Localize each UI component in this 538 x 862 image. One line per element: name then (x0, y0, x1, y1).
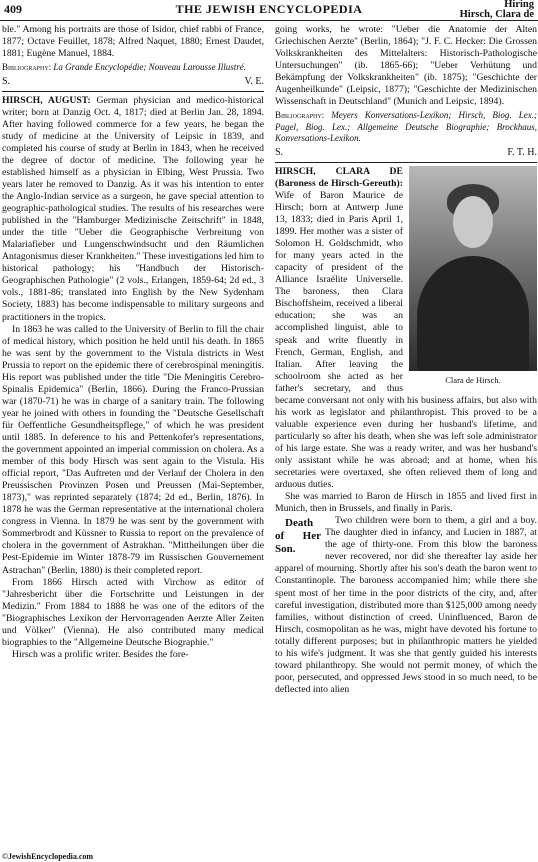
bibliography (275, 110, 537, 145)
article-paragraph (2, 95, 264, 324)
paragraph-text: German physician and medico-historical writer; born at Danzig Oct. 4, 1817; died at Berlin Jan. 28, 1894. After having followed commerce for a few years, he began the study of medicine at the University of Leipsic in 1839, and completed his course of study at Berlin in 1843, when he received the degree of doctor of medicine. The following year he established himself as a physician in Elbing, West Prussia. Two years later he removed to Danzig. As it was his intention to enter the Anglo-Indian service as a surgeon, he gave special attention to geographic-pathological studies. The results of his researches were published in the "Hamburger Medizinische Zeitschrift" in 1848, under the title "Ueber die Geographische Verbreitung von Malariafieber und Lungenschwindsucht und den Räumlichen Antagonismus dieser Krankheiten." These investigations led him to historical pathology; his "Handbuch der Historisch-Geographischen Pathologie" (2 vols., Erlangen, 1859-64; 2d ed., 3 vols., 1881-86; translated into English by the New Sydenham Society, 1883) has become indispensable to military surgeons and practitioners in the tropics. (2, 94, 264, 323)
signature-right: F. T. H. (507, 146, 537, 158)
signature (2, 76, 264, 88)
running-head-line1: Hiring (504, 0, 534, 10)
page-title: THE JEWISH ENCYCLOPEDIA (175, 2, 363, 16)
bibliography (2, 62, 264, 74)
right-column (275, 24, 537, 696)
paragraph: Hirsch was a prolific writer. Besides the fore- (12, 648, 189, 660)
footer-site: ©JewishEncyclopedia.com (2, 852, 94, 861)
portrait-photo (409, 166, 537, 371)
bibliography-label: Bibliography: (2, 62, 52, 73)
paragraph (275, 515, 537, 696)
page-number: 409 (4, 2, 22, 16)
signature (275, 147, 537, 159)
headword: HIRSCH, CLARA DE (Baroness de Hirsch-Gereuth): (275, 165, 403, 189)
divider (2, 91, 264, 92)
signature-left: S. (275, 146, 284, 158)
portrait-figure (409, 166, 537, 390)
figure-caption: Clara de Hirsch. (445, 374, 501, 385)
left-column (2, 24, 264, 661)
running-head (460, 0, 534, 20)
paragraph-text: Wife of Baron Maurice de Hirsch; born at Antwerp June 13, 1833; died in Paris April 1, 1899. Her mother was a sister of Solomon H. Goldschmidt, who for many years acted in the capacity of president of the Alliance Israélite Universelle. The baroness, then Clara Bischoffsheim, received a liberal education; she was an accomplished linguist, able to speak and write fluently in French, German, English, and Italian. After leaving the schoolroom she acted as her father's secretary, and thus became conversant not only with his business affairs, but also with his work as legislator and philanthropist. This proved to be a valuable experience even during her husband's lifetime, and particularly so after his death, when she was left sole administrator of his large estate. She was a ready writer, and was her husband's only assistant while he was abroad; and at home, when his secretaries were overtaxed, she often relieved them of long and arduous duties. (275, 189, 537, 491)
side-heading: Death of Her Son. (275, 517, 321, 556)
paragraph: From 1866 Hirsch acted with Virchow as editor of "Jahresbericht über die Fortschritte und Leistungen in der Medizin." From 1884 to 1888 he was one of the editors of the "Biographisches Lexikon der Hervorragenden Aerzte Aller Zeiten und Völker" (Vienna). He also contributed many medical biographies to the "Allgemeine Deutsche Biographie." (2, 576, 264, 648)
bibliography-text: La Grande Encyclopédie; Nouveau Larousse Illustré. (53, 62, 247, 73)
signature-right: V. E. (244, 75, 264, 87)
page-header (0, 0, 538, 21)
divider (275, 162, 537, 163)
paragraph: going works, he wrote: "Ueber die Anatomie der Alten Griechischen Aerzte" (Berlin, 1864); "J. F. C. Hecker: Die Grossen Volkskrankheiten des Mittelalters: Historisch-Pathologische Untersuchungen" (ib. 1865-66); "Ueber Verhütung und Bekämpfung der Volkskrankheiten" (ib. 1875); "Geschichte der Augenheilkunde" (Leipsic, 1877); "Geschichte der Medizinischen Wissenschaft in Deutschland" (Munich and Leipsic, 1894). (275, 24, 537, 108)
bibliography-text: Meyers Konversations-Lexikon; Hirsch, Biog. Lex.; Pagel, Biog. Lex.; Allgemeine Deutsche Biographie; Brockhaus, Konversations-Lexikon. (275, 110, 537, 144)
paragraph: ble." Among his portraits are those of Isidor, chief rabbi of France, 1877; Octave Feuillet, 1878; Alfred Naquet, 1880; Ernest Daudet, 1881; Eugène Manuel, 1884. (2, 24, 264, 60)
bibliography-label: Bibliography: (275, 110, 325, 121)
running-head-line2: Hirsch, Clara de (459, 9, 534, 20)
signature-left: S. (2, 75, 11, 87)
headword: HIRSCH, AUGUST: (2, 94, 91, 106)
paragraph-text: Two children were born to them, a girl and a boy. The daughter died in infancy, and Lucien in 1887, at the age of thirty-one. From this blow the baroness never recovered, nor did she thereafter lay aside her apparel of mourning. Shortly after his son's death the baron went to Constantinople. The baroness accompanied him; while there she spent most of her time in the poor districts of the city, and, after careful investigation, distributed more than $125,000 among needy families, without distinction of creed. Uninfluenced, Baron de Hirsch, cosmopolitan as he was, might have devoted his fortune to totally different purposes; but in philanthropic matters he yielded to his wife's judgment. It was she that gently guided his interests toward philanthropy. She would not permit money, of which the poor, persecuted, and oppressed Jews stood in so much need, to be deflected into alien (275, 515, 537, 695)
paragraph: She was married to Baron de Hirsch in 1855 and lived first in Munich, then in Brussels, and finally in Paris. (275, 491, 537, 515)
paragraph: In 1863 he was called to the University of Berlin to fill the chair of medical history, which position he held until his death. In 1865 he was sent by the government to the Vistula districts in West Prussia to report on the epidemic there of cerebrospinal meningitis. His report was published under the title "Die Meningitis Cerebro-Spinalis Epidemica" (Berlin, 1866). During the Franco-Prussian war (1870-71) he was in charge of a sanitary train. The following year he joined with others in founding the "Deutsche Gesellschaft für Oeffentliche Gesundheitspflege," of which he was president until 1885. In deference to his and Pettenkofer's representations, the government appointed an imperial commission on cholera. As a member of this body Hirsch was sent again to the Vistula. His official report, "Das Auftreten und der Verlauf der Cholera in den Preussischen Provinzen Posen und Preussen (Mai-September, 1873)," was reprinted separately (1874; 2d ed., Berlin, 1876). In 1878 he was the German representative at the international cholera congress in Vienna. In 1879 he was sent by the government with Sommerbrodt and Küssner to Russia to report on the prevalence of cholera in the government of Astrakhan. "Mittheilungen über die Pest-Epidemie im Winter 1878-79 im Russischen Gouvernement Astrachan" (Berlin, 1880) is their completed report. (2, 323, 264, 576)
